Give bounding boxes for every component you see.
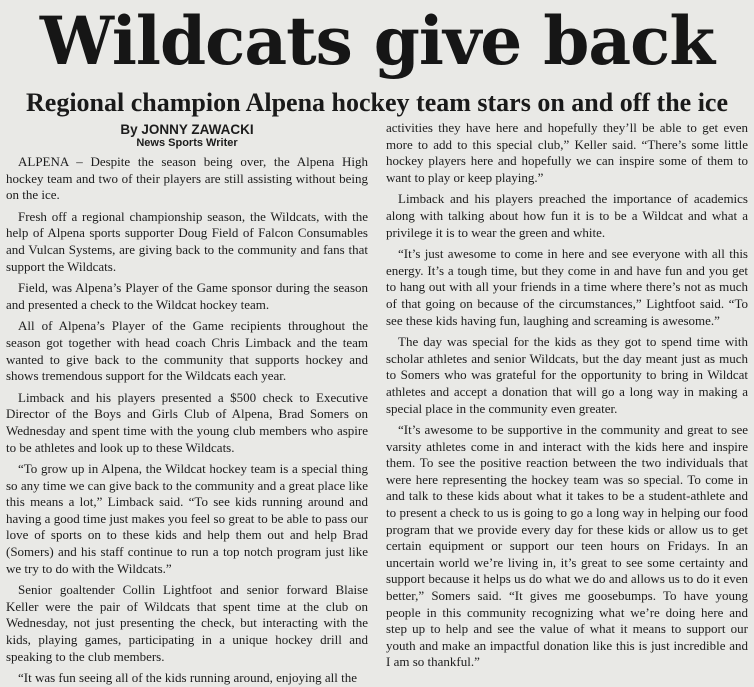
paragraph: ALPENA – Despite the season being over, the Alpena High hockey team and two of their players are still assisting without being on the ice. xyxy=(6,154,368,203)
paragraph: “To grow up in Alpena, the Wildcat hockey team is a special thing so any time we can give back to the community and a great place like this means a lot,” Limback said. “To see kids running around and having a good time just makes you feel so great to be able to pass our love of sports on to these kids and help them out and help Brad (Somers) and his staff continue to run a top notch program just like we try to do with the Wildcats.” xyxy=(6,461,368,576)
paragraph: Field, was Alpena’s Player of the Game sponsor during the season and presented a check to the Wildcat hockey team. xyxy=(6,280,368,312)
paragraph: “It’s just awesome to come in here and see everyone with all this energy. It’s a tough time, but they come in and have fun and you get to hang out with all your friends in a time where there’s not as much of that going on because of the circumstances,” Lightfoot said. “To see these kids having fun, laughing and screaming is awesome.” xyxy=(386,246,748,328)
subheadline: Regional champion Alpena hockey team stars on and off the ice xyxy=(26,88,728,117)
paragraph: All of Alpena’s Player of the Game recipients throughout the season got together with head coach Chris Limback and the team wanted to give back to the community that supports hockey and shows tremendous support for the Wildcats each year. xyxy=(6,318,368,384)
paragraph: Limback and his players preached the importance of academics along with talking about how fun it is to be a Wildcat and what a privilege it is to wear the green and white. xyxy=(386,191,748,240)
headline: Wildcats give back xyxy=(39,2,715,80)
byline-title: News Sports Writer xyxy=(136,137,238,149)
paragraph: “It’s awesome to be supportive in the community and great to see varsity athletes come in and interact with the kids here and inspire them. To see the positive reaction between the two individuals that were here representing the hockey team was so special. To come in and talk to these kids about what it takes to be a student-athlete and to present a check to us is going to go a long way in helping our food program that we provide every day for these kids or allow us to get certain equipment or support our teen hours on Fridays. In an uncertain world we’re living in, it’s great to see some certainty and support because it helps us do what we do and allows us to do it even better,” Somers said. “It gives me goosebumps. To have young people in this community recognizing what we’re doing here and step up to help and see the value of what it means to support our youth and make an impactful donation like this is just incredible and I am so thankful.” xyxy=(386,422,748,670)
column-left xyxy=(6,120,368,686)
byline: By JONNY ZAWACKI xyxy=(120,122,254,137)
paragraph-continuation: activities they have here and hopefully they’ll be able to get even more to add to this special club,” Keller said. “There’s some little hockey players here and hopefully we can inspire some of them to want to play or keep playing.” xyxy=(386,120,748,185)
paragraph: Limback and his players presented a $500 check to Executive Director of the Boys and Girls Club of Alpena, Brad Somers on Wednesday and spent time with the young club members who aspire to be athletes and look up to these Wildcats. xyxy=(6,389,368,455)
column-right xyxy=(386,120,748,670)
paragraph: “It was fun seeing all of the kids running around, enjoying all the xyxy=(18,670,358,686)
article-body xyxy=(6,120,748,686)
paragraph: The day was special for the kids as they got to spend time with scholar athletes and senior Wildcats, but the day meant just as much to Somers who was grateful for the opportunity to bring in Wildcat athletes and accept a donation that will go a long way in making a special place in the community even greater. xyxy=(386,334,748,416)
paragraph: Fresh off a regional championship season, the Wildcats, with the help of Alpena sports supporter Doug Field of Falcon Consumables and Vulcan Systems, are giving back to the community and fans that support the Wildcats. xyxy=(6,208,368,274)
paragraph: Senior goaltender Collin Lightfoot and senior forward Blaise Keller were the pair of Wildcats that spent time at the club on Wednesday, not just presenting the check, but interacting with the kids, playing games, participating in a unique hockey drill and speaking to the club members. xyxy=(6,582,368,664)
